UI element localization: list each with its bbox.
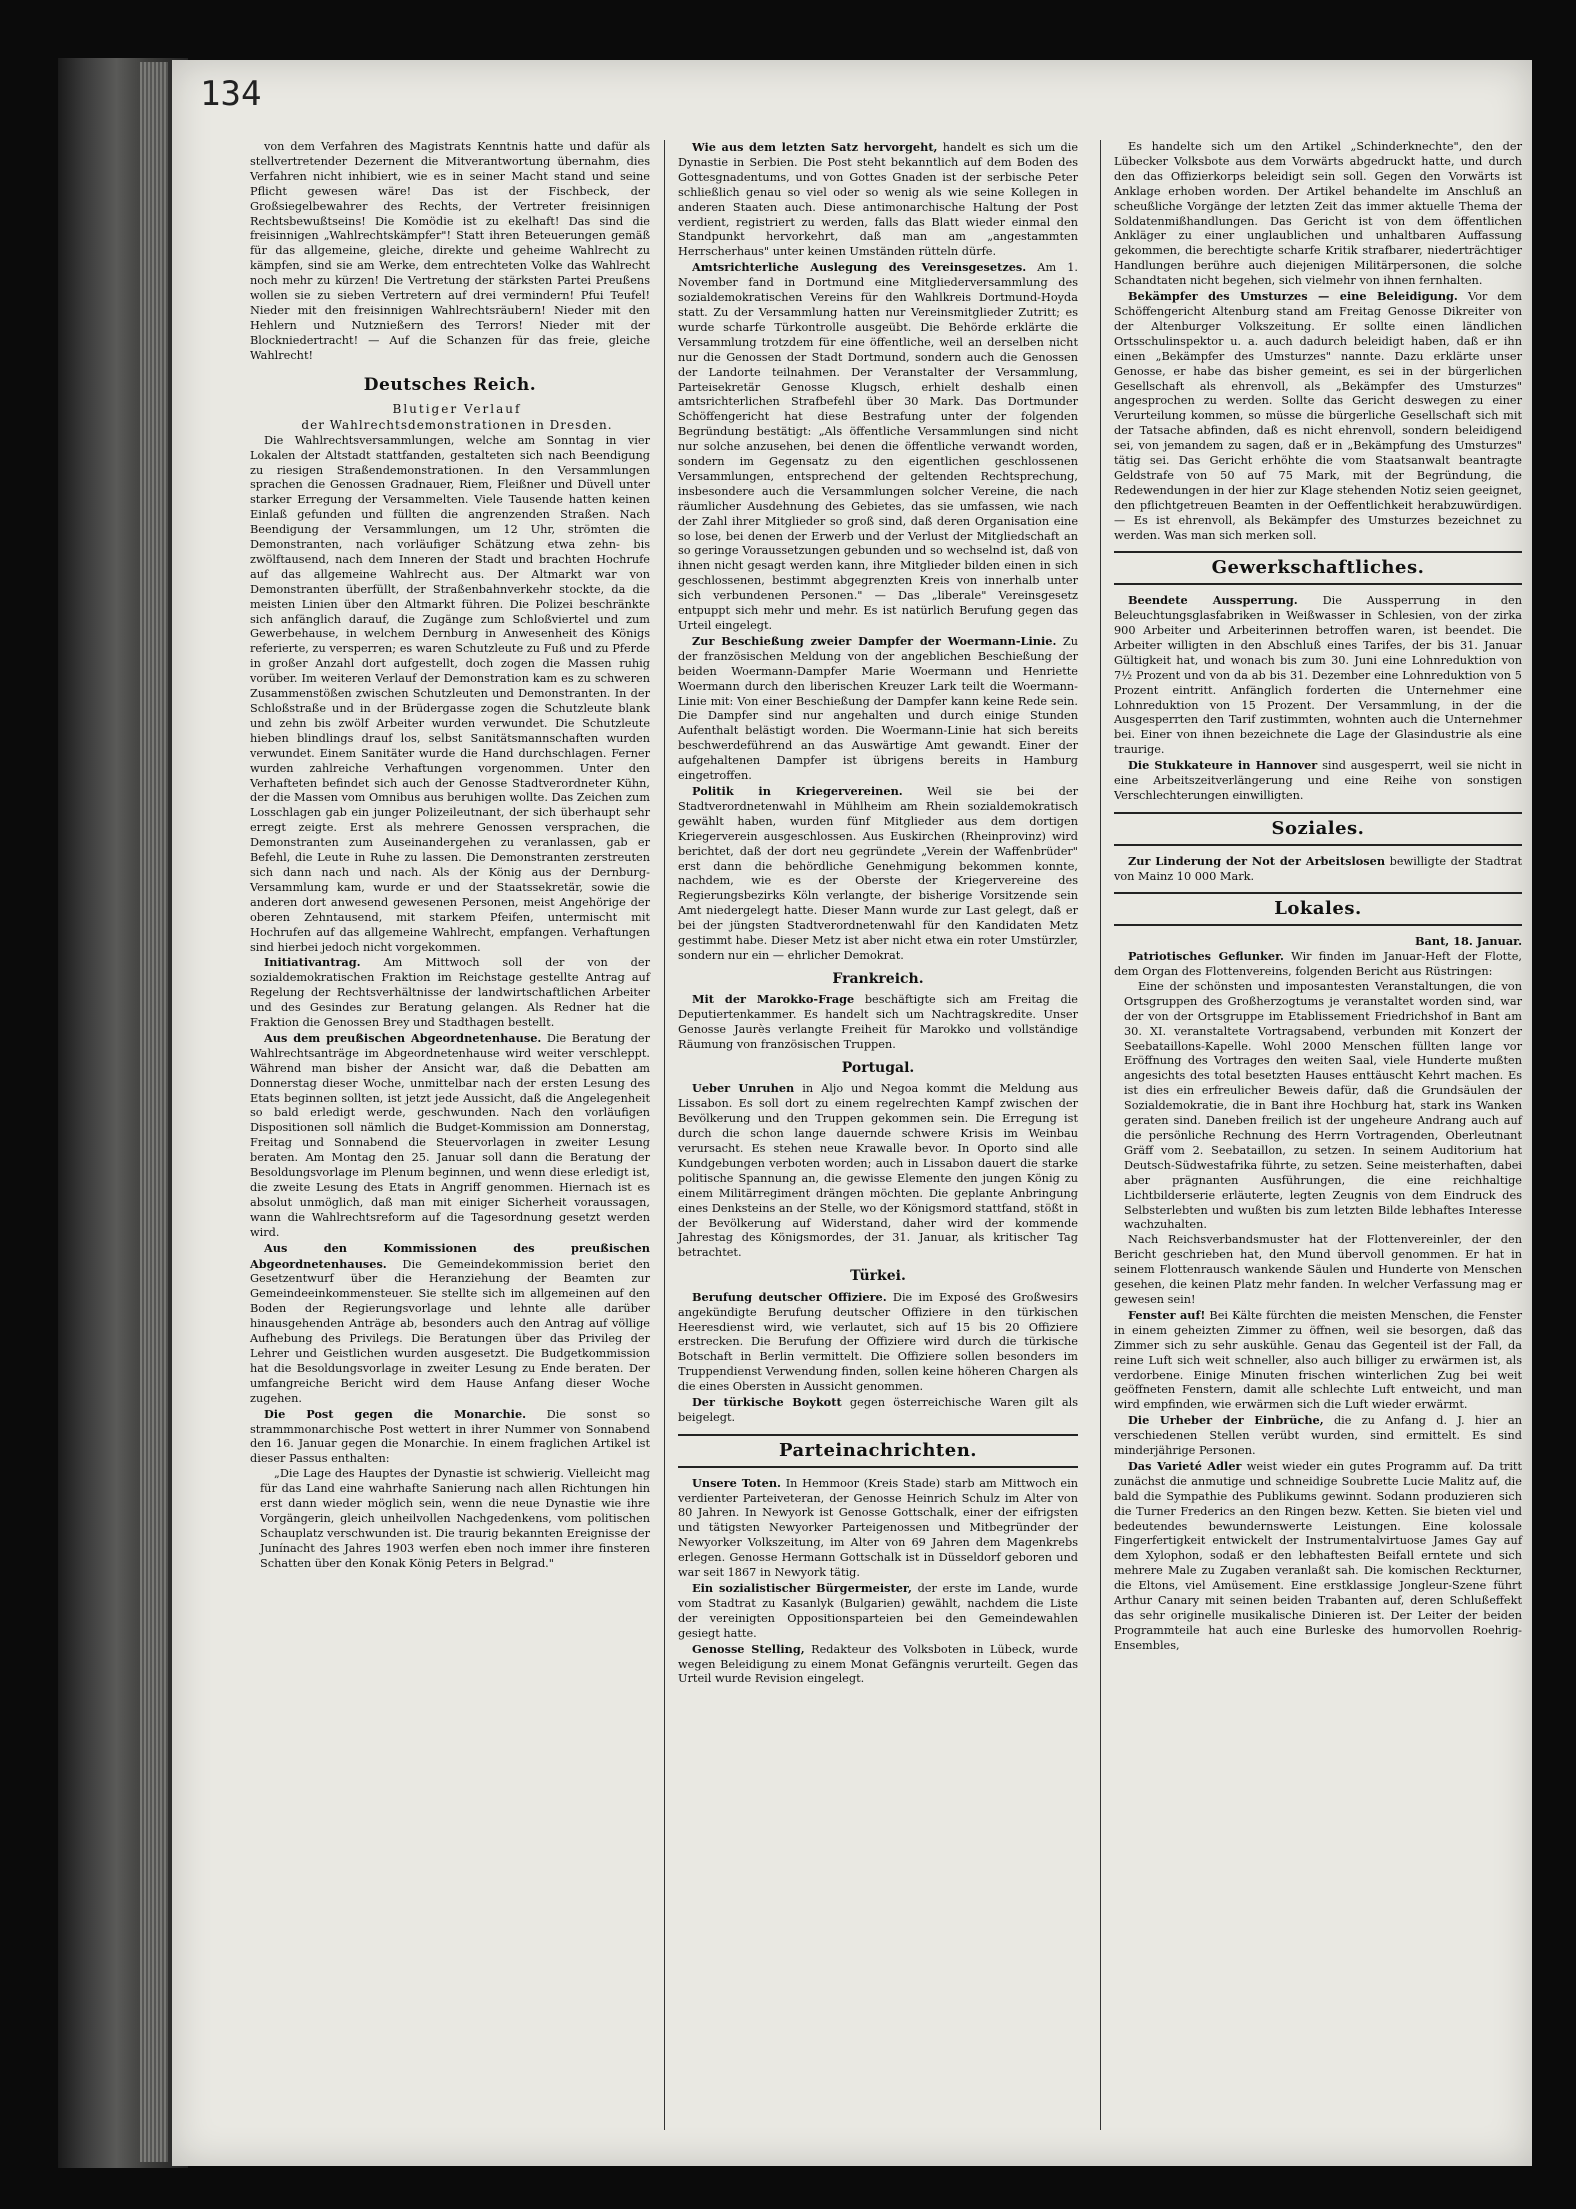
section-heading: Portugal. (841, 1059, 915, 1076)
article-lead: Mit der Marokko-Frage (692, 992, 855, 1007)
section-heading-boxed: Lokales. (1114, 892, 1522, 926)
article-text: die zu Anfang d. J. hier an verschiedenen Stellen verübt wurden, sind ermittelt. Es sind minderjährige Personen. (1114, 1414, 1523, 1458)
section-heading: Deutsches Reich. (363, 374, 537, 395)
article (1114, 949, 1522, 980)
article-lead: Ueber Unruhen (692, 1081, 795, 1096)
article-text: weist wieder ein gutes Programm auf. Da tritt zunächst die anmutige und schneidige Soubrette Lucie Malitz auf, die bald die Sympathie des Publikums gewinnt. Sodann produzieren sich die Turner Frederics an den Ringen bezw. Ketten. Sie bieten viel und bedeutendes bewundernswerte Leistungen. Eine kolossale Fingerfertigkeit entwickelt der Instrumentalvirtuose James Gay auf dem Xylophon, sodaß er den lebhaftesten Beifall erntete und sich mehrere Male zu Zugaben veranlaßt sah. Die komischen Reckturner, die Eltons, viel Amüsement. Eine erstklassige Jongleur-Szene führt Arthur Canary mit seinen beiden Trabanten auf, deren Schlußeffekt das sehr originelle musikalische Dinieren ist. Der Leiter der beiden Programmteile hat auch eine Burleske des humorvollen Roehrig-Ensembles, (1114, 1459, 1523, 1652)
article (250, 955, 650, 1031)
column-1 (250, 140, 650, 1572)
article-text: der erste im Lande, wurde vom Stadtrat zu Kasanlyk (Bulgarien) gewählt, nachdem die Liste der vereinigten Oppositionsparteien bei den Gemeindewahlen gesiegt hatte. (678, 1582, 1078, 1640)
article-lead: Politik in Kriegervereinen. (692, 783, 903, 798)
column-rule (1100, 140, 1101, 2130)
section-heading-boxed: Soziales. (1114, 812, 1522, 846)
article-text: gegen österreichische Waren gilt als beigelegt. (678, 1396, 1079, 1424)
article-lead: Unsere Toten. (692, 1475, 781, 1490)
intro-text: von dem Verfahren des Magistrats Kenntnis hatte und dafür als stellvertretender Dezernent die Mitverantwortung übernahm, dies Verfahren nicht inhibiert, wie es in seiner Macht stand und seine Pflicht gewesen wäre! Das ist der Fischbeck, der Großsiegelbewahrer des Rechts, der Vertreter freisinnigen Rechtsbewußtseins! Die Komödie ist zu ekelhaft! Das sind die freisinnigen „Wahlrechtskämpfer"! Statt ihren Beteuerungen gemäß für das allgemeine, gleiche, direkte und geheime Wahlrecht zu kämpfen, sind sie am Werke, dem entrechteten Volke das Wahlrecht noch mehr zu kürzen! Die Vertretung der stärksten Partei Preußens wollen sie zu sieben Vertretern auf drei vermindern! Pfui Teufel! Nieder mit den freisinnigen Wahlrechtsräubern! Nieder mit den Hehlern und Nutznießern des Terrors! Nieder mit der Blockniedertracht! — Auf die Schanzen für das freie, gleiche Wahlrecht! (250, 140, 650, 362)
article (1114, 1459, 1522, 1654)
column-3 (1114, 140, 1522, 1654)
article (678, 634, 1078, 784)
article-subtitle: der Wahlrechtsdemonstrationen in Dresden. (301, 417, 613, 432)
article-lead: Berufung deutscher Offiziere. (692, 1289, 887, 1304)
article (1114, 289, 1522, 543)
section-heading: Türkei. (850, 1268, 906, 1285)
article-lead: Die Stukkateure in Hannover (1128, 758, 1318, 773)
article (1114, 758, 1522, 804)
quote-text: Eine der schönsten und imposantesten Veranstaltungen, die von Ortsgruppen des Großherzogtums je veranstaltet worden sind, war der von der Ortsgruppe im Etablissement Friedrichshof in Bant am 30. XI. veranstaltete Vortragsabend, verbunden mit Konzert der Seebataillons-Kapelle. Wohl 2000 Menschen füllten lange vor Eröffnung des Vortrages den weiten Saal, viele Hunderte mußten angesichts des total besetzten Hauses enttäuscht Kehrt machen. Es ist dies ein erfreulicher Beweis dafür, daß die Grundsäulen der Sozialdemokratie, die in Bant ihre Hochburg hat, stark ins Wanken geraten sind. Daneben freilich ist der ungeheure Andrang auch auf die persönliche Rechnung des Herrn Vortragenden, Oberleutnant Gräff vom 2. Seebataillon, zu setzen. In seinem Auditorium hat Deutsch-Südwestafrika führte, zu setzen. Seine meisterhaften, dabei aber prägnanten Ausführungen, die eine reichhaltige Lichtbilderserie erläuterte, legten Zeugnis von dem Eindruck des Selbsterlebten und wußten bis zum letzten Bilde lebhaftes Interesse wachzuhalten. (1124, 979, 1522, 1232)
article (250, 1241, 650, 1407)
article-text: Nach Reichsverbandsmuster hat der Flottenvereinler, der den Bericht geschrieben hat, den Mund übervoll genommen. Er hat in seinem Flottenrausch wankende Säulen und Hunderte von Menschen gesehen, die keinen Platz mehr fanden. In welcher Verfassung mag er gewesen sein! (1114, 1233, 1522, 1306)
article-lead: Aus den Kommissionen des preußischen Abgeordnetenhauses. (250, 1240, 650, 1271)
article-text: Redakteur des Volksboten in Lübeck, wurde wegen Beleidigung zu einem Monat Gefängnis verurteilt. Gegen das Urteil wurde Revision eingelegt. (678, 1642, 1078, 1686)
book-edge (140, 62, 168, 2162)
article-text: Wir finden im Januar-Heft der Flotte, dem Organ des Flottenvereins, folgenden Bericht aus Rüstringen: (1114, 950, 1522, 979)
article-text: beschäftigte sich am Freitag die Deputiertenkammer. Es handelt sich um Nachtragskredite. Unser Genosse Jaurès verlangte Freiheit für Marokko und vollständige Räumung von französischen Truppen. (678, 993, 1078, 1052)
article (678, 1642, 1078, 1688)
article-text: bewilligte der Stadtrat von Mainz 10 000 Mark. (1114, 854, 1522, 883)
article-text: Die Gemeindekommission beriet den Gesetzentwurf über die Heranziehung der Beamten zur Gemeindeeinkommensteuer. Sie stellte sich im allgemeinen auf den Boden der Regierungsvorlage und lehnte alle darüber hinausgehenden Anträge ab, besonders auch den Antrag auf völlige Aufhebung des Privilegs. Die Beratungen über das Privileg der Lehrer und Geistlichen wurden ausgesetzt. Die Budgetkommission hat die Besoldungsvorlage in zweiter Lesung zu Ende beraten. Der umfangreiche Bericht wird dem Hause Anfang dieser Woche zugehen. (250, 1257, 651, 1405)
article-lead: Ein sozialistischer Bürgermeister, (692, 1581, 912, 1595)
article-lead: Wie aus dem letzten Satz hervorgeht, (692, 140, 938, 154)
article-text: In Hemmoor (Kreis Stade) starb am Mittwoch ein verdienter Parteiveteran, der Genosse Heinrich Schulz im Alter von 80 Jahren. In Newyork ist Genosse Gottschalk, einer der eifrigsten und tätigsten Newyorker Parteigenossen und Mitbegründer der Newyorker Volkszeitung, im Alter von 69 Jahren dem Magenkrebs erlegen. Genosse Hermann Gottschalk ist in Düsseldorf geboren und war seit 1867 in Newyork tätig. (678, 1476, 1078, 1580)
article (1114, 1308, 1522, 1413)
article (678, 1081, 1078, 1261)
article-lead: Amtsrichterliche Auslegung des Vereinsgesetzes. (692, 260, 1027, 275)
quote-text: „Die Lage des Hauptes der Dynastie ist schwierig. Vielleicht mag für das Land eine wahrhafte Sanierung nach allen Richtungen hin erst dann wieder möglich sein, wenn die neue Dynastie wie ihre Vorgängerin, gleich unheilvollen Nachgedenkens, vom politischen Schauplatz verschwunden ist. Die traurig bekannten Ereignisse der Junínacht des Jahres 1903 werfen eben noch immer ihre finsteren Schatten über den Konak König Peters in Belgrad." (260, 1467, 650, 1570)
article (250, 1031, 650, 1241)
section-heading-boxed: Gewerkschaftliches. (1114, 551, 1522, 585)
article-lead: Initiativantrag. (264, 955, 361, 970)
article-lead: Der türkische Boykott (692, 1395, 842, 1410)
article (678, 140, 1078, 260)
article-text: Vor dem Schöffengericht Altenburg stand am Freitag Genosse Dikreiter von der Altenburger Volkszeitung. Er sollte einen ländlichen Ortsschulinspektor u. a. auch dadurch beleidigt haben, daß er ihn einen „Bekämpfer des Umsturzes" nannte. Dazu erklärte unser Genosse, er habe das bisher gemeint, es sei in der bürgerlichen Gesellschaft als ehrenvoll, als „Bekämpfer des Umsturzes" angesprochen zu werden. Sollte das Gericht deswegen zu einer Verurteilung kommen, so müsse die bürgerliche Gesellschaft sich mit der Tatsache abfinden, daß es nicht ehrenvoll, sondern beleidigend sei, von jemandem zu sagen, daß er in „Bekämpfung des Umsturzes" tätig sei. Das Gericht erhöhte die vom Staatsanwalt beantragte Geldstrafe von 50 auf 75 Mark, mit der Begründung, die Redewendungen in der hier zur Klage stehenden Notiz seien geeignet, den pflichtgetreuen Beamten in der Oeffentlichkeit herabzuwürdigen. — Es ist ehrenvoll, als Bekämpfer des Umsturzes bezeichnet zu werden. Was man sich merken soll. (1114, 290, 1523, 542)
article (678, 992, 1078, 1053)
article (678, 784, 1078, 964)
article-text: Am Mittwoch soll der von der sozialdemokratischen Fraktion im Reichstage gestellte Antrag auf Regelung der Rechtsverhältnisse der landwirtschaftlichen Arbeiter und des Gesindes zur Beratung gelangen. Als Redner hat die Fraktion die Genossen Brey und Stadthagen bestellt. (250, 956, 651, 1030)
article (678, 1581, 1078, 1642)
dateline: Bant, 18. Januar. (1414, 934, 1522, 949)
article (250, 1407, 650, 1468)
article-lead: Die Urheber der Einbrüche, (1128, 1413, 1324, 1428)
article-lead: Zur Linderung der Not der Arbeitslosen (1128, 853, 1386, 868)
article-lead: Genosse Stelling, (692, 1641, 805, 1656)
article-text: Bei Kälte fürchten die meisten Menschen, die Fenster in einem geheizten Zimmer zu öffnen, weil sie besorgen, daß das Zimmer sich zu sehr auskühle. Genau das Gegenteil ist der Fall, da reine Luft sich weit schneller, also auch billiger zu erwärmen ist, als verdorbene. Einige Minuten frischen winterlichen Zug bei weit geöffneten Fenstern, damit alle schlechte Luft entweicht, und man wird empfinden, wie erwärmen sich die Luft wieder erwärmt. (1114, 1308, 1522, 1412)
article (678, 1395, 1078, 1426)
article-lead: Die Post gegen die Monarchie. (264, 1406, 527, 1421)
page-number: 134 (200, 74, 262, 114)
article-text: handelt es sich um die Dynastie in Serbien. Die Post steht bekanntlich auf dem Boden des Gottesgnadentums, und von Gottes Gnaden ist der serbische Peter schließlich genau so viel oder so wenig als wie seine Kollegen in anderen Staaten auch. Diese antimonarchische Haltung der Post verdient, registriert zu werden, falls das Blatt wieder einmal den Standpunkt hervorkehrt, daß man am „angestammten Herrscherhaus" unter keinen Umständen rütteln dürfe. (678, 141, 1078, 259)
article-text: Zu der französischen Meldung von der angeblichen Beschießung der beiden Woermann-Dampfer Marie Woermann und Henriette Woermann durch den liberischen Kreuzer Lark teilt die Woermann-Linie mit: Von einer Beschießung der Dampfer kann keine Rede sein. Die Dampfer sind nur angehalten und durch einige Stunden Aufenthalt belästigt worden. Die Woermann-Linie hat sich bereits beschwerdeführend an das Auswärtige Amt gewandt. Einer der aufgehaltenen Dampfer ist übrigens bereits in Hamburg eingetroffen. (678, 634, 1078, 783)
section-heading: Frankreich. (832, 970, 924, 987)
book-binding (58, 58, 188, 2168)
article-text: Die sonst so strammmonarchische Post wettert in ihrer Nummer von Sonnabend den 16. Januar gegen die Monarchie. In einem fraglichen Artikel ist dieser Passus enthalten: (250, 1407, 651, 1466)
article-lead: Bekämpfer des Umsturzes — eine Beleidigung. (1128, 289, 1458, 304)
article-subtitle: Blutiger Verlauf (392, 402, 522, 417)
article-lead: Beendete Aussperrung. (1128, 593, 1298, 608)
article-text: Die im Exposé des Großwesirs angekündigte Berufung deutscher Offiziere in den türkischen Heeresdienst wird, wie verlautet, sich auf 15 bis 20 Offiziere erstrecken. Die Berufung der Offiziere wird durch die türkische Botschaft in Berlin vermittelt. Die Offiziere sollen besonders im Truppendienst Verwendung finden, sollen keine höheren Chargen als die eines Obersten in Aussicht genommen. (678, 1290, 1078, 1394)
article-text: Die Beratung der Wahlrechtsanträge im Abgeordnetenhause wird weiter verschleppt. Während man bisher der Ansicht war, daß die Debatten am Donnerstag dieser Woche, unmittelbar nach der ersten Lesung des Etats beginnen sollten, ist jetzt jede Aussicht, daß die Angelegenheit so bald erledigt werde, geschwunden. Nach den vorläufigen Dispositionen soll nämlich die Budget-Kommission am Donnerstag, Freitag und Sonnabend die Steuervorlagen in zweiter Lesung beraten. Am Montag den 25. Januar soll dann die Beratung der Besoldungsvorlage im Plenum beginnen, und wenn diese erledigt ist, die zweite Lesung des Etats in Angriff genommen. Hiernach ist es absolut unmöglich, daß man mit einiger Sicherheit voraussagen, wann die Wahlrechtsreform auf die Tagesordnung gesetzt werden wird. (250, 1031, 650, 1239)
article-text: Am 1. November fand in Dortmund eine Mitgliederversammlung des sozialdemokratischen Vereins für den Wahlkreis Dortmund-Hoyda statt. Zu der Versammlung hatten nur Vereinsmitglieder Zutritt; es wurde scharfe Türkontrolle ausgeübt. Die Behörde erklärte die Versammlung trotzdem für eine öffentliche, weil an derselben nicht nur die Genossen der Stadt Dortmund, sondern auch die Genossen der Landorte teilnahmen. Der Veranstalter der Versammlung, Parteisekretär Genosse Klugsch, erhielt deshalb einen amtsrichterlichen Strafbefehl über 30 Mark. Das Dortmunder Schöffengericht hat diese Bestrafung unter der folgenden Begründung bestätigt: „Als öffentliche Versammlungen sind nicht nur solche anzusehen, bei denen die öffentliche verwandt worden, sondern im Gegensatz zu den eigentlichen geschlossenen Versammlungen, entsprechend der geltenden Rechtsprechung, insbesondere auch die Versammlungen solcher Vereine, die nach räumlicher Ausdehnung des Gebietes, das sie umfassen, wie nach der Zahl ihrer Mitglieder so groß sind, daß deren Organisation eine so lose, bei denen der Erwerb und der Verlust der Mitgliedschaft an so geringe Voraussetzungen gebunden und so wechselnd ist, daß von ihnen nicht gesagt werden kann, ihre Mitglieder bilden einen in sich geschlossenen, bestimmt abgegrenzten Kreis von innerhalb unter sich verbundenen Personen." — Das „liberale" Vereinsgesetz entpuppt sich mehr und mehr. Es ist natürlich Berufung gegen das Urteil eingelegt. (678, 261, 1078, 632)
article-text: in Aljo und Negoa kommt die Meldung aus Lissabon. Es soll dort zu einem regelrechten Kampf zwischen der Bevölkerung und den Truppen gekommen sein. Die Erregung ist durch die schon lange dauernde schwere Krisis im Weinbau verursacht. Es stehen neue Krawalle bevor. In Oporto sind alle Kundgebungen verboten worden; auch in Lissabon dauert die starke politische Spannung an, die gewisse Elemente den jungen König zu einem Militärregiment drängen möchten. Die geplante Anbringung eines Denksteins an der Stelle, wo der Königsmord stattfand, stößt in der Bevölkerung auf Widerstand, daher wird der kommende Jahrestag des Königsmordes, der 31. Januar, als kritischer Tag betrachtet. (678, 1082, 1078, 1260)
article (678, 1476, 1078, 1581)
article-text: sind ausgesperrt, weil sie nicht in eine Arbeitszeitverlängerung und eine Reihe von sonstigen Verschlechterungen einwilligten. (1114, 759, 1523, 802)
article-text: Die Wahlrechtsversammlungen, welche am Sonntag in vier Lokalen der Altstadt stattfanden, gestalteten sich nach Beendigung zu riesigen Straßendemonstrationen. In den Versammlungen sprachen die Genossen Gradnauer, Riem, Fleißner und Düvell unter starker Erregung der Versammelten. Viele Tausende hatten keinen Einlaß gefunden und füllten die angrenzenden Straßen. Nach Beendigung der Versammlungen, um 12 Uhr, strömten die Demonstranten, nach vorläufiger Schätzung etwa zehn- bis zwölftausend, nach dem Inneren der Stadt und brachten Hochrufe auf das allgemeine Wahlrecht aus. Der Altmarkt war von Demonstranten überfüllt, der Straßenbahnverkehr stockte, da die meisten Linien über den Altmarkt führen. Die Polizei beschränkte sich anfänglich darauf, die Zugänge zum Schloßviertel und zum Gewerbehause, in welchem Dernburg in Anwesenheit des Königs referierte, zu versperren; es waren Schutzleute zu Fuß und zu Pferde in großer Anzahl dort aufgestellt, doch zogen die Massen ruhig vorüber. Im weiteren Verlauf der Demonstration kam es zu schweren Zusammenstößen zwischen Schutzleuten und Demonstranten. In der Schloßstraße und in der Brüdergasse zogen die Schutzleute blank und zehn bis zwölf Arbeiter wurden verwundet. Die Schutzleute hieben blindlings drauf los, selbst Sanitätsmannschaften wurden verwundet. Einem Sanitäter wurde die Hand durchschlagen. Ferner wurden zahlreiche Verhaftungen vorgenommen. Unter den Verhafteten befindet sich auch der Genosse Stadtverordneter Kühn, der die Massen vom Omnibus aus beruhigen wollte. Das Zeichen zum Losschlagen gab ein junger Polizeileutnant, der sich überhaupt sehr erregt zeigte. Erst als mehrere Genossen versprachen, die Demonstranten zum Auseinandergehen zu veranlassen, gab er Befehl, die Leute in Ruhe zu lassen. Die Demonstranten zerstreuten sich dann nach und nach. Als der König aus der Dernburg-Versammlung kam, wurde er und der Staatssekretär, sowie die anderen dort anwesend gewesenen Personen, meist Angehörige der oberen Zehntausend, mit starkem Pfeifen, untermischt mit Hochrufen auf das allgemeine Wahlrecht, empfangen. Verhaftungen sind hierbei jedoch nicht vorgekommen. (250, 433, 650, 954)
section-heading-boxed: Parteinachrichten. (678, 1434, 1078, 1468)
article-text: Die Aussperrung in den Beleuchtungsglasfabriken in Weißwasser in Schlesien, von der zirka 900 Arbeiter und Arbeiterinnen betroffen waren, ist beendet. Die Arbeiter willigten in den Abschluß eines Tarifes, der bis 31. Januar Gültigkeit hat, und wonach bis zum 30. Juni eine Lohnreduktion von 7½ Prozent und von da ab bis 31. Dezember eine Lohnreduktion von 5 Prozent eintritt. Anfänglich forderten die Unternehmer eine Lohnreduktion von 15 Prozent. Der Versammlung, in der die Ausgesperrten den Tarif zustimmten, wohnten auch die Unternehmer bei. Einer von ihnen bezeichnete die Lage der Glasindustrie als eine traurige. (1114, 594, 1523, 757)
article-text: Weil sie bei der Stadtverordnetenwahl in Mühlheim am Rhein sozialdemokratisch gewählt haben, wurden fünf Mitglieder aus dem dortigen Kriegerverein ausgeschlossen. Aus Euskirchen (Rheinprovinz) wird berichtet, daß der dort neu gegründete „Verein der Waffenbrüder" erst dann die behördliche Genehmigung bekommen konnte, nachdem, wie es der Oberste der Kriegervereine des Regierungsbezirks Köln verlangte, der bisherige Vorsitzende sein Amt niedergelegt hatte. Dieser Mann wurde zur Last gelegt, daß er bei der jüngsten Stadtverordnetenwahl für den Kandidaten Metz gestimmt habe. Dieser Metz ist aber nicht etwa ein roter Umstürzler, sondern nur ein — ehrlicher Demokrat. (678, 784, 1078, 962)
article (1114, 854, 1522, 885)
article (1114, 1413, 1522, 1459)
article-lead: Patriotisches Geflunker. (1128, 949, 1284, 964)
article (1114, 593, 1522, 758)
column-rule (664, 140, 665, 2130)
article-lead: Aus dem preußischen Abgeordnetenhause. (264, 1030, 542, 1045)
article-lead: Fenster auf! (1128, 1307, 1206, 1322)
article-lead: Das Varieté Adler (1128, 1458, 1242, 1473)
article (678, 1290, 1078, 1395)
article-lead: Zur Beschießung zweier Dampfer der Woermann-Linie. (692, 633, 1057, 648)
article-text: Es handelte sich um den Artikel „Schinderknechte", den der Lübecker Volksbote aus dem Vorwärts abgedruckt hatte, und durch den das Offizierkorps beleidigt sein soll. Gegen den Vorwärts ist Anklage erhoben worden. Der Artikel behandelte im Anschluß an scheußliche Vorgänge der letzten Zeit das immer aktuelle Thema der Soldatenmißhandlungen. Das Gericht ist von dem öffentlichen Ankläger zu einer unglaublichen und unhaltbaren Auffassung gekommen, die berechtigte scharfe Kritik strafbarer, niederträchtiger Handlungen berühre auch diejenigen Militärpersonen, die solche Schandtaten nicht begehen, sich vielmehr von ihnen fernhalten. (1114, 140, 1522, 288)
article (678, 260, 1078, 634)
column-2 (678, 140, 1078, 1687)
